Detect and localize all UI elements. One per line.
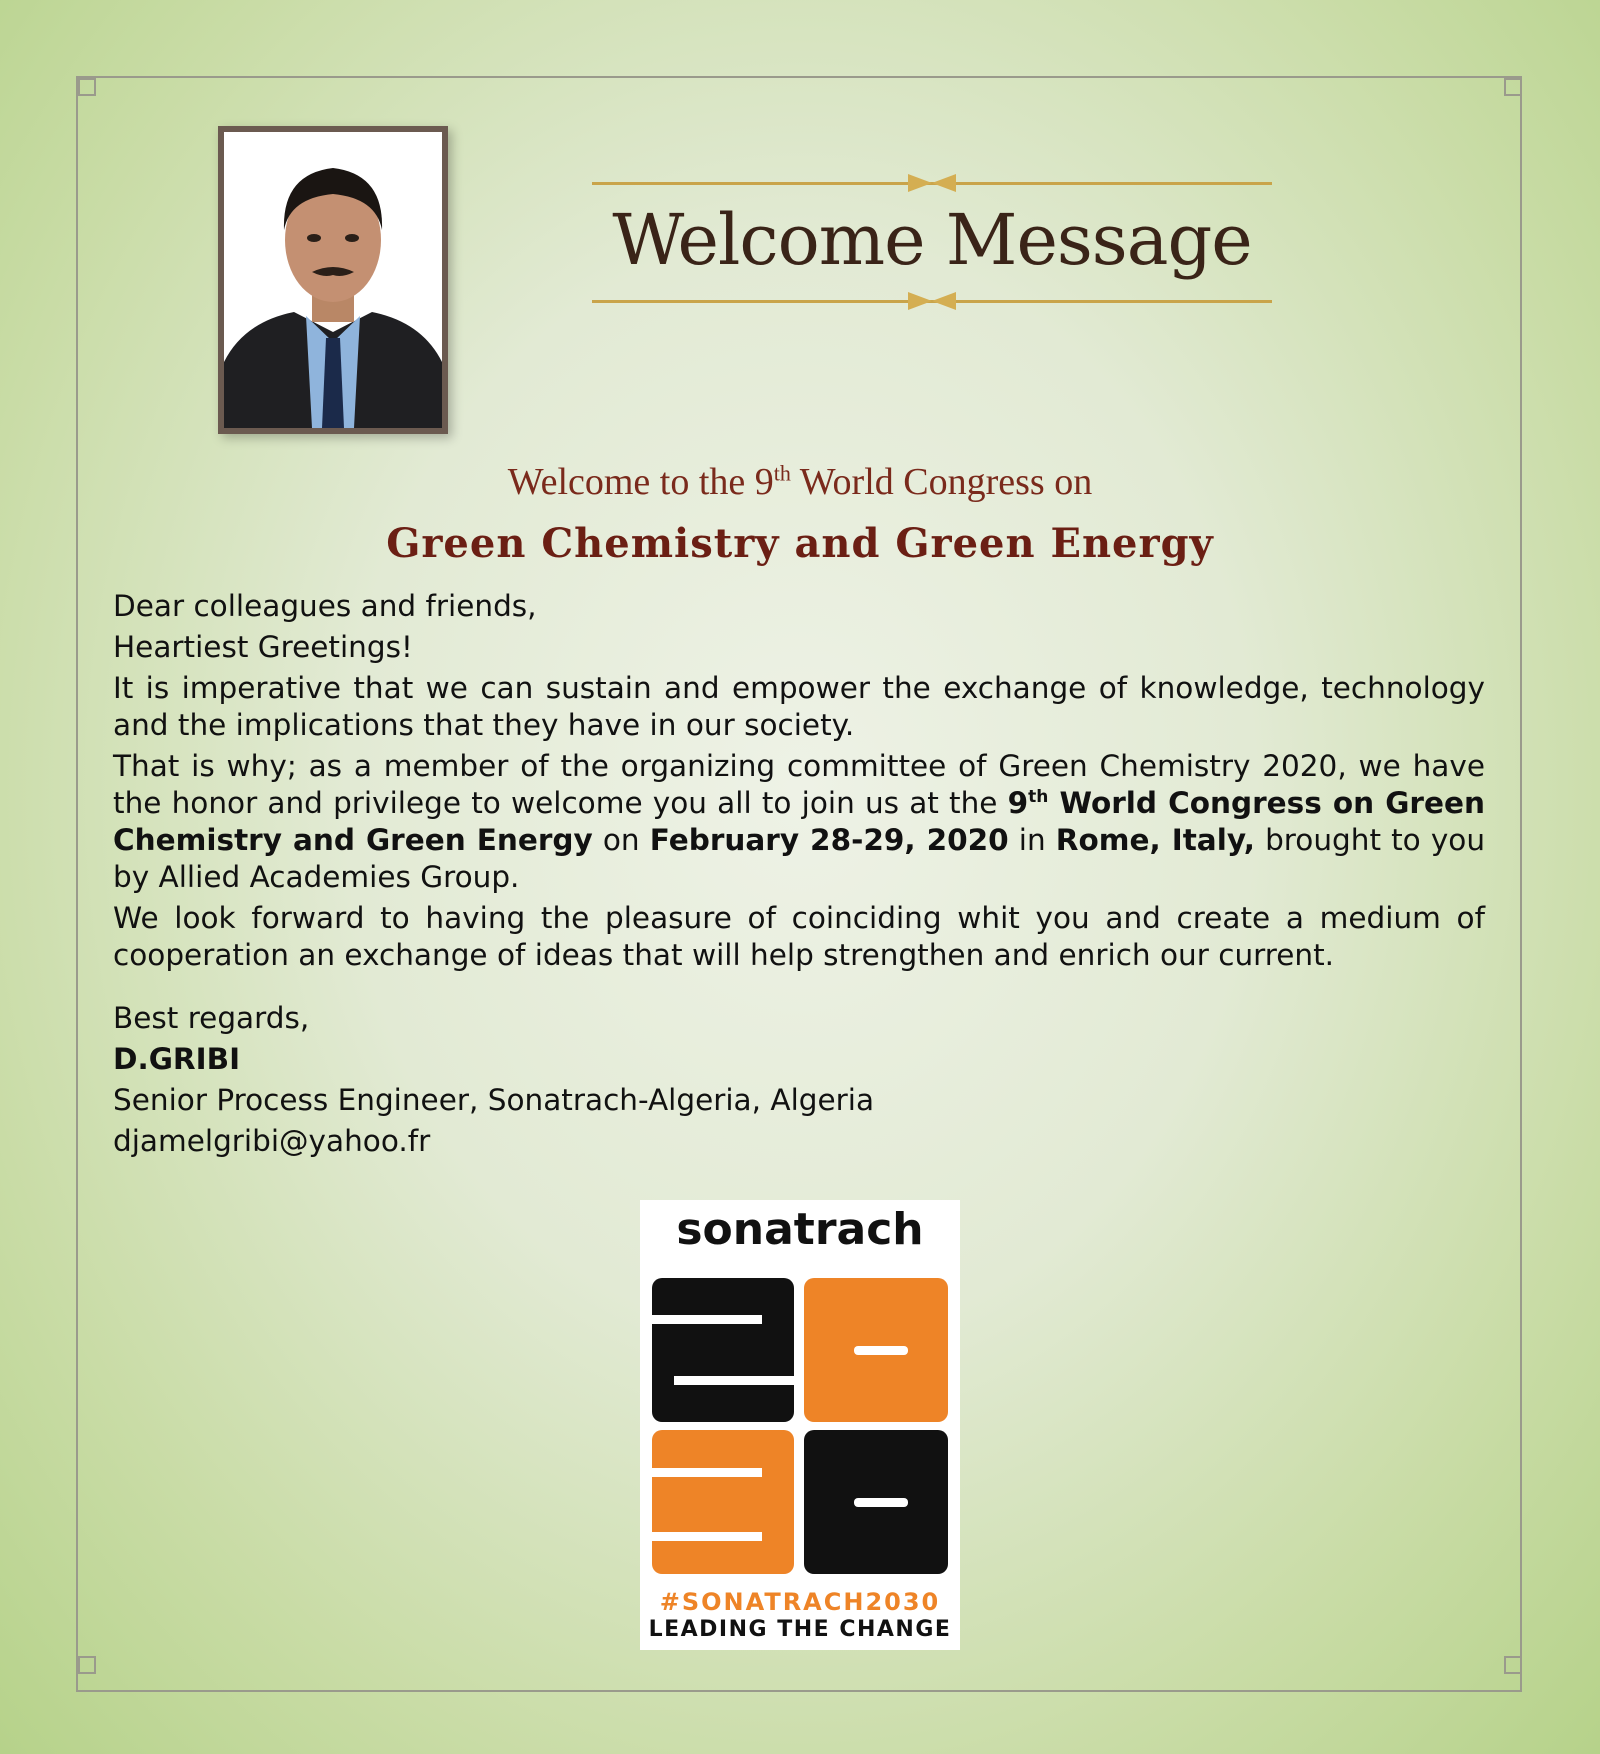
paragraph-3: We look forward to having the pleasure of coinciding whit you and create a medium of cooperation an exchange of ideas that will help strengthen and enrich our current. [113, 901, 1485, 972]
event-date: February 28-29, 2020 [649, 823, 1009, 857]
paragraph-2-text: on [592, 823, 650, 857]
signer-position: Senior Process Engineer, Sonatrach-Algeria, Algeria [113, 1083, 875, 1117]
subtitle-ordinal: th [773, 460, 791, 486]
frame-corner-ornament [78, 1656, 96, 1674]
paragraph-2 [113, 748, 1485, 896]
greeting: Dear colleagues and friends, [113, 589, 537, 623]
paragraph-1: It is imperative that we can sustain and empower the exchange of knowledge, technology and the implications that they have in our society. [113, 671, 1485, 742]
frame-corner-ornament [1504, 78, 1522, 96]
subtitle-text-end: World Congress on [790, 461, 1093, 503]
event-name: World Congress on Green Chemistry and Green Energy [113, 786, 1485, 857]
message-body [113, 588, 1485, 978]
event-location: Rome, Italy, [1055, 823, 1255, 857]
signature-block [113, 998, 874, 1162]
logo-brand: sonatrach [676, 1204, 924, 1255]
gold-divider-top [592, 172, 1272, 194]
greeting-2: Heartiest Greetings! [113, 630, 413, 664]
welcome-subtitle [0, 460, 1600, 504]
title-block [592, 168, 1272, 320]
frame-corner-ornament [1504, 1656, 1522, 1674]
logo-hashtag: #SONATRACH2030 [659, 1588, 941, 1616]
frame-corner-ornament [78, 78, 96, 96]
closing: Best regards, [113, 1001, 310, 1035]
signer-name: D.GRIBI [113, 1042, 241, 1076]
sonatrach-logo [640, 1200, 960, 1650]
signer-email[interactable]: djamelgribi@yahoo.fr [113, 1124, 431, 1158]
event-number: 9 [1007, 786, 1029, 820]
conference-name: Green Chemistry and Green Energy [386, 520, 1214, 567]
gold-divider-bottom [592, 290, 1272, 312]
event-ordinal: th [1028, 787, 1049, 808]
page-title: Welcome Message [612, 199, 1252, 281]
subtitle-text: Welcome to the 9 [507, 461, 774, 503]
paragraph-2-text: in [1008, 823, 1056, 857]
paragraph-2-text: That is why; as a member of the organizing committee of Green Chemistry 2020, we have the honor and privilege to welcome you all to join us at the [113, 749, 1485, 820]
paragraph-2-text: brought to you by Allied Academies Group. [113, 823, 1486, 894]
logo-tagline: LEADING THE CHANGE [648, 1617, 952, 1642]
speaker-photo [218, 126, 448, 434]
